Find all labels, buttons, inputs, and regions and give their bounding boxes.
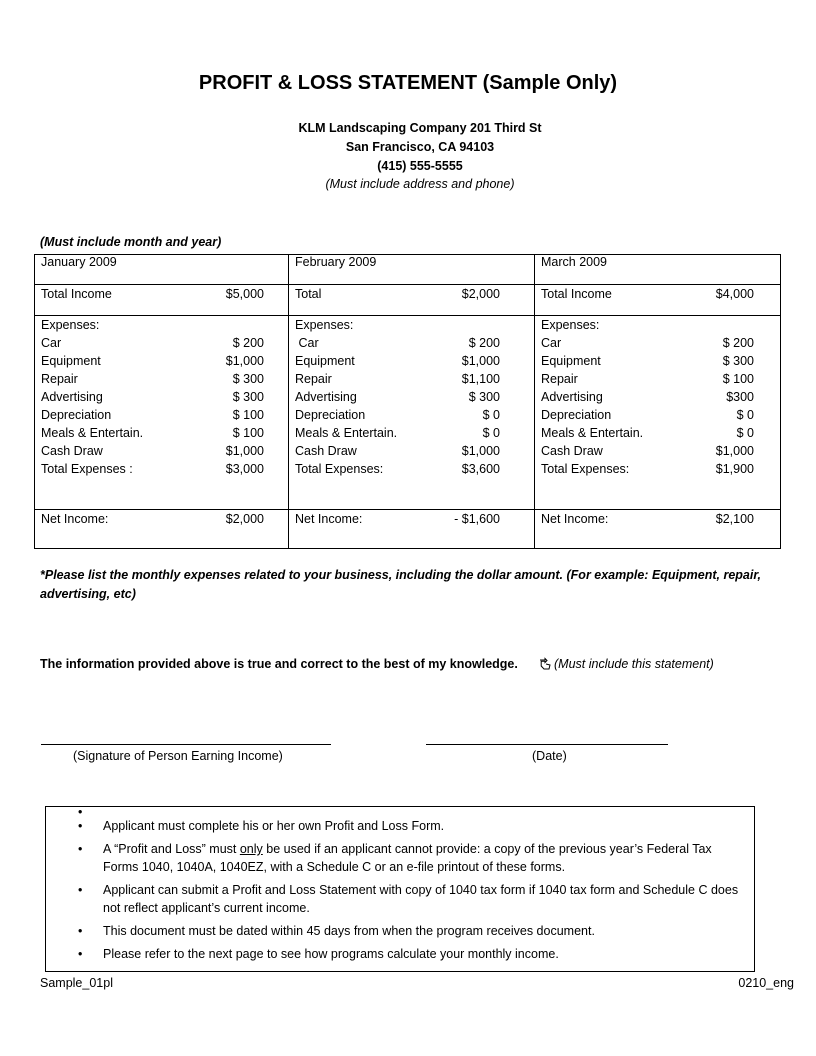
income-cell — [35, 285, 289, 316]
expense-value: $ 0 — [482, 426, 500, 440]
expense-line — [41, 406, 282, 424]
expense-label: Depreciation — [295, 408, 366, 422]
net-income-cell — [35, 510, 289, 549]
expense-value: $ 200 — [722, 336, 754, 350]
expense-label: Cash Draw — [41, 444, 103, 458]
net-income-cell — [535, 510, 781, 549]
expense-value: $ 0 — [736, 408, 754, 422]
expense-value: $1,000 — [225, 444, 264, 458]
income-value: $2,000 — [461, 287, 500, 301]
expense-label: Meals & Entertain. — [541, 426, 644, 440]
signature-line[interactable] — [41, 744, 331, 745]
expense-label: Repair — [295, 372, 332, 386]
expenses-cell — [35, 316, 289, 510]
expenses-heading: Expenses: — [295, 318, 354, 332]
expense-value: $1,000 — [225, 354, 264, 368]
expense-value: $ 100 — [722, 372, 754, 386]
expense-line — [295, 406, 528, 424]
empty-bullet: • — [78, 805, 83, 819]
expense-value: $1,000 — [715, 444, 754, 458]
expense-value: $ 300 — [722, 354, 754, 368]
expense-line — [295, 424, 528, 442]
expense-label: Advertising — [541, 390, 603, 404]
net-income-value: $2,100 — [715, 512, 754, 526]
instruction-text: Applicant must complete his or her own Profit and Loss Form. — [103, 819, 445, 833]
income-label: Total — [295, 287, 322, 301]
expense-line — [41, 334, 282, 352]
income-label: Total Income — [541, 287, 612, 301]
income-cell — [289, 285, 535, 316]
instruction-text: This document must be dated within 45 days from when the program receives document. — [103, 924, 595, 938]
expense-label: Depreciation — [541, 408, 612, 422]
expense-label: Car — [295, 336, 319, 350]
instruction-text: Please refer to the next page to see how programs calculate your monthly income. — [103, 947, 559, 961]
certification-note — [538, 657, 714, 671]
footer-form-id: Sample_01pl — [40, 976, 113, 990]
expense-line — [295, 334, 528, 352]
expense-value: $3,600 — [461, 462, 500, 476]
expenses-row — [35, 316, 781, 510]
expense-line — [295, 370, 528, 388]
expense-label: Repair — [41, 372, 78, 386]
signature-label: (Signature of Person Earning Income) — [73, 749, 283, 763]
instruction-item: • Applicant can submit a Profit and Loss Statement with copy of 1040 tax form if 1040 tax form and Schedule C does not reflect applicant’s current income. — [78, 883, 739, 915]
expense-value: $1,000 — [461, 444, 500, 458]
total-expenses-line — [295, 460, 528, 478]
company-name-address: KLM Landscaping Company 201 Third St — [298, 121, 542, 135]
company-city: San Francisco, CA 94103 — [345, 140, 495, 154]
expense-label: Cash Draw — [295, 444, 357, 458]
certification-statement: The information provided above is true and correct to the best of my knowledge. — [40, 657, 518, 671]
net-income-label: Net Income: — [41, 512, 109, 526]
net-income-row — [35, 510, 781, 549]
expense-value: $ 300 — [468, 390, 500, 404]
date-line[interactable] — [426, 744, 668, 745]
expense-label: Total Expenses: — [295, 462, 384, 476]
instructions-list — [46, 817, 754, 963]
expense-line — [295, 352, 528, 370]
expense-label: Advertising — [41, 390, 103, 404]
expense-label: Total Expenses : — [41, 462, 133, 476]
profit-loss-table — [34, 254, 781, 549]
expense-value: $1,000 — [461, 354, 500, 368]
expense-value: $ 0 — [736, 426, 754, 440]
net-income-value: - $1,600 — [454, 512, 500, 526]
expense-line — [41, 370, 282, 388]
expense-line — [295, 442, 528, 460]
month-cell: February 2009 — [289, 255, 535, 285]
expense-label: Car — [41, 336, 62, 350]
month-year-note: (Must include month and year) — [40, 235, 222, 249]
income-label: Total Income — [41, 287, 112, 301]
net-income-label: Net Income: — [295, 512, 363, 526]
expense-line — [541, 334, 774, 352]
expense-label: Total Expenses: — [541, 462, 630, 476]
expense-value: $ 0 — [482, 408, 500, 422]
instructions-box — [45, 806, 755, 972]
income-value: $4,000 — [715, 287, 754, 301]
income-row — [35, 285, 781, 316]
month-cell: March 2009 — [535, 255, 781, 285]
page-title: PROFIT & LOSS STATEMENT (Sample Only) — [198, 72, 618, 94]
expense-line — [541, 370, 774, 388]
expense-label: Equipment — [295, 354, 355, 368]
total-expenses-line — [541, 460, 774, 478]
month-row — [35, 255, 781, 285]
instruction-text: A “Profit and Loss” must only be used if an applicant cannot provide: a copy of the previous year’s Federal Tax Forms 1040, 1040A, 1040EZ, with a Schedule C or an e-file printout of these forms. — [103, 842, 712, 874]
expenses-heading: Expenses: — [41, 318, 100, 332]
expense-value: $ 100 — [232, 426, 264, 440]
expense-value: $1,900 — [715, 462, 754, 476]
net-income-label: Net Income: — [541, 512, 609, 526]
expense-value: $ 300 — [232, 390, 264, 404]
instruction-item: • Please refer to the next page to see how programs calculate your monthly income. — [78, 947, 559, 961]
date-label: (Date) — [532, 749, 567, 763]
expenses-footnote: *Please list the monthly expenses related to your business, including the dollar amount. (For example: Equipment, repair, advertising, etc) — [40, 568, 761, 601]
net-income-cell — [289, 510, 535, 549]
expense-value: $1,100 — [461, 372, 500, 386]
company-phone: (415) 555-5555 — [377, 159, 463, 173]
expense-line — [41, 352, 282, 370]
expense-line — [541, 406, 774, 424]
expenses-cell — [535, 316, 781, 510]
expense-line — [541, 352, 774, 370]
expense-value: $ 300 — [232, 372, 264, 386]
income-cell — [535, 285, 781, 316]
expense-label: Advertising — [295, 390, 357, 404]
expenses-cell — [289, 316, 535, 510]
instruction-text: Applicant can submit a Profit and Loss Statement with copy of 1040 tax form if 1040 tax form and Schedule C does not reflect applicant’s current income. — [103, 883, 739, 915]
expense-value: $ 200 — [468, 336, 500, 350]
certification-note-text: (Must include this statement) — [554, 657, 714, 671]
expense-value: $ 200 — [232, 336, 264, 350]
expense-label: Car — [541, 336, 562, 350]
instruction-item: • Applicant must complete his or her own Profit and Loss Form. — [78, 819, 445, 833]
expense-line — [41, 388, 282, 406]
total-expenses-line — [41, 460, 282, 478]
instruction-item: • This document must be dated within 45 days from when the program receives document. — [78, 924, 595, 938]
expense-label: Cash Draw — [541, 444, 603, 458]
expense-label: Depreciation — [41, 408, 112, 422]
expense-line — [295, 388, 528, 406]
expense-label: Repair — [541, 372, 578, 386]
expenses-heading: Expenses: — [541, 318, 600, 332]
expense-line — [541, 424, 774, 442]
expense-value: $3,000 — [225, 462, 264, 476]
expense-label: Meals & Entertain. — [41, 426, 144, 440]
expense-value: $300 — [726, 390, 754, 404]
expense-label: Equipment — [541, 354, 601, 368]
expense-label: Meals & Entertain. — [295, 426, 398, 440]
company-note: (Must include address and phone) — [325, 177, 515, 191]
expense-value: $ 100 — [232, 408, 264, 422]
expense-line — [41, 424, 282, 442]
instruction-item: • A “Profit and Loss” must only be used if an applicant cannot provide: a copy of the previous year’s Federal Tax Forms 1040, 1040A, 1040EZ, with a Schedule C or an e-file printout of these forms. — [78, 842, 712, 874]
net-income-value: $2,000 — [225, 512, 264, 526]
pointing-hand-icon — [538, 657, 552, 671]
expense-line — [541, 388, 774, 406]
expense-line — [541, 442, 774, 460]
expense-line — [41, 442, 282, 460]
expense-label: Equipment — [41, 354, 101, 368]
income-value: $5,000 — [225, 287, 264, 301]
footer-version: 0210_eng — [738, 976, 794, 990]
month-cell: January 2009 — [35, 255, 289, 285]
